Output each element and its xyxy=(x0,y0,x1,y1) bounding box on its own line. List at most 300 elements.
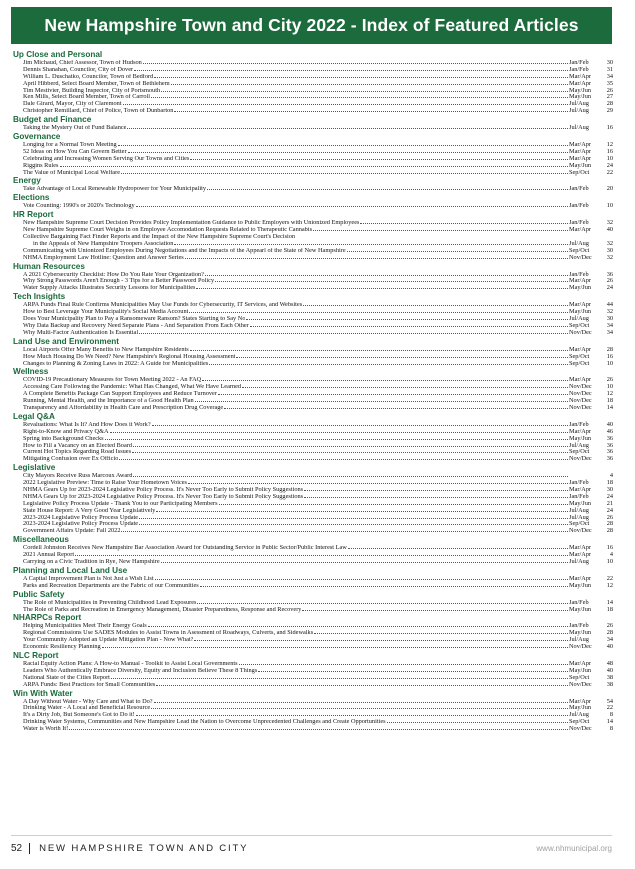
index-entry xyxy=(13,163,613,170)
index-entry xyxy=(13,186,613,193)
dot-leader xyxy=(219,504,568,505)
page-ref: 32 xyxy=(606,239,613,247)
index-entry xyxy=(13,384,613,391)
index-entry xyxy=(13,473,613,480)
index-entry xyxy=(13,248,613,255)
dot-leader xyxy=(154,702,568,703)
issue-label: Nov/Dec xyxy=(569,397,592,405)
issue-label: Jan/Feb xyxy=(569,479,589,487)
index-entry xyxy=(13,630,613,637)
issue-label: Sep/Oct xyxy=(569,359,590,367)
page-ref: 26 xyxy=(606,376,613,384)
issue-label: Mar/Apr xyxy=(569,226,592,234)
article-title: Ken Mills, Select Board Member, Town of Carroll xyxy=(23,94,151,101)
index-entry xyxy=(13,323,613,330)
index-entry xyxy=(13,501,613,508)
issue-label: Mar/Apr xyxy=(569,154,592,162)
index-entry xyxy=(13,675,613,682)
section-heading: Planning and Local Land Use xyxy=(13,565,128,575)
page-ref: 26 xyxy=(606,277,613,285)
dot-leader xyxy=(121,173,568,174)
dot-leader xyxy=(348,548,568,549)
article-title: Celebrating and Increasing Women Serving Our Towns and Cities xyxy=(23,155,190,162)
issue-label: Nov/Dec xyxy=(569,328,592,336)
article-index xyxy=(13,50,613,733)
dot-leader xyxy=(236,357,568,358)
page-ref: 12 xyxy=(606,390,613,398)
issue-label: Jan/Feb xyxy=(569,219,589,227)
dot-leader xyxy=(202,380,568,381)
page-ref: 18 xyxy=(606,479,613,487)
dot-leader xyxy=(161,562,568,563)
index-entry xyxy=(13,361,613,368)
issue-label: May/Jun xyxy=(569,86,592,94)
page-ref: 34 xyxy=(606,636,613,644)
index-entry xyxy=(13,528,613,535)
index-entry xyxy=(13,436,613,443)
article-title: 2022 Legislative Preview: Time to Raise Your Hometown Voices xyxy=(23,480,188,487)
page-ref: 40 xyxy=(606,643,613,651)
page-ref: 4 xyxy=(609,551,613,559)
index-entry xyxy=(13,220,613,227)
page-ref: 24 xyxy=(606,161,613,169)
page-ref: 32 xyxy=(606,308,613,316)
section-heading: Up Close and Personal xyxy=(13,50,103,59)
page-ref: 24 xyxy=(606,284,613,292)
page-ref: 40 xyxy=(606,420,613,428)
article-title: Jim Michaud, Chief Assessor, Town of Hudson xyxy=(23,60,142,66)
section-heading: Human Resources xyxy=(13,261,85,271)
index-entry xyxy=(13,278,613,285)
index-entry xyxy=(13,241,613,248)
article-title: Your Community Adopted an Update Mitigation Plan - Now What? xyxy=(23,637,194,644)
issue-label: Mar/Apr xyxy=(569,485,592,493)
index-entry xyxy=(13,559,613,566)
index-entry xyxy=(13,67,613,74)
issue-label: Mar/Apr xyxy=(569,345,592,353)
article-title: Dennis Shanahan, Councilor, City of Dover xyxy=(23,66,134,73)
dot-leader xyxy=(133,446,568,447)
issue-label: May/Jun xyxy=(569,93,592,101)
page-ref: 16 xyxy=(606,352,613,360)
article-title: Accessing Care Following the Pandemic: What Has Changed, What We Have Learned xyxy=(23,384,242,391)
issue-label: Nov/Dec xyxy=(569,383,592,391)
dot-leader xyxy=(303,305,568,306)
index-entry xyxy=(13,272,613,279)
article-title: State House Report: A Very Good Year Legislatively xyxy=(23,507,156,514)
article-title: Christopher Remillard, Chief of Police, Town of Dunbarton xyxy=(23,108,174,115)
article-title: National State of the Cities Report xyxy=(23,674,110,681)
issue-label: Sep/Oct xyxy=(569,673,590,681)
issue-label: Jan/Feb xyxy=(569,420,589,428)
dot-leader xyxy=(139,518,568,519)
page-ref: 36 xyxy=(606,434,613,442)
page-ref: 54 xyxy=(606,697,613,705)
article-title: A Day Without Water - Why Care and What to Do? xyxy=(23,698,153,705)
dot-leader xyxy=(205,275,568,276)
article-title: Revaluations: What Is It? And How Does it Work? xyxy=(23,421,151,428)
page-ref: 30 xyxy=(606,246,613,254)
page-ref: 22 xyxy=(606,574,613,582)
dot-leader xyxy=(139,333,568,334)
dot-leader xyxy=(60,166,568,167)
page-ref: 38 xyxy=(606,680,613,688)
article-title: NHMA Employment Law Hotline: Question and Answer Series xyxy=(23,254,184,261)
index-entry xyxy=(13,480,613,487)
page-ref: 22 xyxy=(606,704,613,712)
article-title: The Value of Municipal Local Welfare xyxy=(23,169,120,176)
index-entry xyxy=(13,88,613,95)
page-ref: 12 xyxy=(606,141,613,149)
page-ref: 4 xyxy=(609,472,613,480)
page-ref: 28 xyxy=(606,520,613,528)
issue-label: Jul/Aug xyxy=(569,557,589,565)
dot-leader xyxy=(151,97,568,98)
website-link[interactable]: www.nhmunicipal.org xyxy=(536,843,612,853)
page-ref: 14 xyxy=(606,718,613,726)
section-heading: Tech Insights xyxy=(13,292,66,302)
issue-label: Jan/Feb xyxy=(569,492,589,500)
issue-label: Sep/Oct xyxy=(569,448,590,456)
issue-label: Mar/Apr xyxy=(569,660,592,667)
index-entry xyxy=(13,316,613,323)
article-title: Right-to-Know and Privacy Q&A xyxy=(23,428,109,435)
dot-leader xyxy=(189,312,568,313)
dot-leader xyxy=(194,640,568,641)
article-title: Why Multi-Factor Authentication Is Essential xyxy=(23,329,139,336)
article-title: Cordell Johnston Receives New Hampshire Bar Association Award for Outstanding Service in Public Sector/Public Interest Law xyxy=(23,545,347,552)
dot-leader xyxy=(128,152,568,153)
index-entry xyxy=(13,227,613,234)
section-heading: HR Report xyxy=(13,210,54,220)
section-heading: Elections xyxy=(13,193,50,203)
dot-leader xyxy=(174,111,568,112)
article-title: A 2021 Cybersecurity Checklist: How Do You Rate Your Organization? xyxy=(23,271,204,278)
dot-leader xyxy=(190,350,568,351)
dot-leader xyxy=(161,91,568,92)
page-ref: 36 xyxy=(606,441,613,449)
page-ref: 10 xyxy=(606,383,613,391)
article-title: How Much Housing Do We Need? New Hampshire's Regional Housing Assessment xyxy=(23,353,236,360)
article-title: Taking the Mystery Out of Fund Balance xyxy=(23,125,127,132)
section-heading: Wellness xyxy=(13,367,49,377)
issue-label: Jan/Feb xyxy=(569,598,589,606)
issue-label: Nov/Dec xyxy=(569,403,592,411)
page-ref: 28 xyxy=(606,527,613,535)
article-title: Carrying on a Civic Tradition in Rye, New Hampshire xyxy=(23,558,160,565)
page-ref: 31 xyxy=(606,65,613,73)
article-title: Spring into Background Checks xyxy=(23,435,104,442)
index-entry xyxy=(13,285,613,292)
page-ref: 30 xyxy=(606,59,613,66)
index-entry xyxy=(13,583,613,590)
article-title: Drinking Water - A Local and Beneficial Resource xyxy=(23,705,151,712)
article-title: Regional Commissions Use SADES Modules to Assist Towns in Asessment of Roadways, Culverts, and Sidewalks xyxy=(23,630,314,637)
issue-label: Nov/Dec xyxy=(569,643,592,651)
page-ref: 24 xyxy=(606,492,613,500)
dot-leader xyxy=(118,145,568,146)
issue-label: Sep/Oct xyxy=(569,246,590,254)
section-heading: NHARPCs Report xyxy=(13,613,82,623)
index-entry xyxy=(13,429,613,436)
issue-label: Mar/Apr xyxy=(569,697,592,705)
index-entry xyxy=(13,668,613,675)
dot-leader xyxy=(134,70,568,71)
article-title: Water is Worth It! xyxy=(23,726,69,733)
article-title: NHMA Gears Up for 2023-2024 Legislative Policy Process. It's Never Too Early to Submit Policy Suggestions xyxy=(23,486,304,493)
dot-leader xyxy=(132,452,568,453)
issue-label: May/Jun xyxy=(569,704,592,712)
issue-label: Sep/Oct xyxy=(569,168,590,176)
page-ref: 32 xyxy=(606,253,613,261)
issue-label: Jul/Aug xyxy=(569,711,589,719)
page-ref: 38 xyxy=(606,673,613,681)
page-ref: 10 xyxy=(606,557,613,565)
section-heading: Public Safety xyxy=(13,589,65,599)
issue-label: Mar/Apr xyxy=(569,79,592,87)
page-ref: 16 xyxy=(606,544,613,552)
dot-leader xyxy=(197,603,568,604)
article-title: Transparency and Affordability in Health Care and Prescription Drug Coverage xyxy=(23,404,224,411)
issue-label: Sep/Oct xyxy=(569,520,590,528)
page-ref: 16 xyxy=(606,124,613,132)
index-entry xyxy=(13,398,613,405)
dot-leader xyxy=(156,511,568,512)
index-entry xyxy=(13,456,613,463)
index-entry xyxy=(13,515,613,522)
article-title: Running, Mental Health, and the Importance of a Good Health Plan xyxy=(23,398,194,405)
page-ref: 26 xyxy=(606,513,613,521)
issue-label: Jan/Feb xyxy=(569,202,589,210)
index-entry xyxy=(13,405,613,412)
article-title: William L. Duschatko, Councilor, Town of Bedford xyxy=(23,73,154,80)
page-ref: 48 xyxy=(606,660,613,667)
dot-leader xyxy=(127,128,568,129)
page-footer xyxy=(11,839,612,857)
issue-label: May/Jun xyxy=(569,434,592,442)
dot-leader xyxy=(105,439,568,440)
article-title: ARPA Funds: Best Practices for Small Communities xyxy=(23,681,156,688)
article-title: Current Hot Topics Regarding Road Issues xyxy=(23,449,132,456)
dot-leader xyxy=(304,497,568,498)
issue-label: Jul/Aug xyxy=(569,124,589,132)
article-title: 2021 Annual Report xyxy=(23,552,75,559)
issue-label: May/Jun xyxy=(569,161,592,169)
index-entry xyxy=(13,494,613,501)
dot-leader xyxy=(224,408,568,409)
page-ref: 40 xyxy=(606,666,613,674)
section-heading: Land Use and Environment xyxy=(13,336,119,346)
section-heading: NLC Report xyxy=(13,651,59,660)
dot-leader xyxy=(148,626,568,627)
issue-label: Jan/Feb xyxy=(569,185,589,193)
index-entry xyxy=(13,255,613,262)
issue-label: May/Jun xyxy=(569,581,592,589)
dot-leader xyxy=(133,476,568,477)
article-title: 2023-2024 Legislative Policy Process Update xyxy=(23,521,139,528)
page-ref: 22 xyxy=(606,168,613,176)
issue-label: Jan/Feb xyxy=(569,65,589,73)
page-ref: 35 xyxy=(606,79,613,87)
article-title: It's a Dirty Job, But Someone's Got to Do it! xyxy=(23,712,135,719)
issue-label: Nov/Dec xyxy=(569,527,592,535)
page-ref: 34 xyxy=(606,321,613,329)
index-entry xyxy=(13,203,613,210)
index-entry xyxy=(13,309,613,316)
issue-label: Mar/Apr xyxy=(569,301,592,309)
dot-leader xyxy=(111,678,568,679)
index-entry xyxy=(13,81,613,88)
section-heading: Legal Q&A xyxy=(13,411,55,421)
dot-leader xyxy=(246,319,568,320)
section-heading: Win With Water xyxy=(13,688,73,698)
article-title: The Role of Municipalities in Preventing Childhood Lead Exposures xyxy=(23,599,197,606)
title-banner xyxy=(11,7,612,44)
dot-leader xyxy=(195,401,568,402)
page-ref: 28 xyxy=(606,100,613,108)
issue-label: Mar/Apr xyxy=(569,277,592,285)
dot-leader xyxy=(155,579,568,580)
index-entry xyxy=(13,623,613,630)
index-entry xyxy=(13,422,613,429)
dot-leader xyxy=(258,671,568,672)
index-entry xyxy=(13,170,613,177)
index-entry xyxy=(13,552,613,559)
article-title: Why Strong Passwords Aren't Enough - 3 Tips for a Better Password Policy xyxy=(23,278,215,285)
article-title: COVID-19 Precautionary Measures for Town Meeting 2022 - An FAQ xyxy=(23,377,202,384)
issue-label: Nov/Dec xyxy=(569,253,592,261)
article-title: How to Best Leverage Your Municipality's Social Media Account xyxy=(23,309,189,316)
article-title: Helping Municipalities Meet Their Energy Goals xyxy=(23,623,147,630)
index-entry xyxy=(13,142,613,149)
article-title: Riggins Rules xyxy=(23,162,59,169)
index-entry xyxy=(13,125,613,132)
article-title: in the Appeals of New Hampshire Troopers Association xyxy=(33,240,174,247)
section-heading: Miscellaneous xyxy=(13,535,69,545)
article-title: ARPA Funds Final Rule Confirms Municipalities May Use Funds for Cybersecurity, IT Services, and Websites xyxy=(23,302,303,309)
page-title: New Hampshire Town and City 2022 - Index of Featured Articles xyxy=(44,15,579,35)
issue-label: Sep/Oct xyxy=(569,352,590,360)
article-title: How to Fill a Vacancy on an Elected Board xyxy=(23,442,132,449)
index-entry xyxy=(13,354,613,361)
article-title: Drinking Water Systems, Communities and New Hampshire Lead the Nation to Overcome Unprecedented Challenges and Create Opportunities xyxy=(23,719,386,726)
dot-leader xyxy=(314,633,568,634)
issue-label: Nov/Dec xyxy=(569,680,592,688)
index-entry xyxy=(13,545,613,552)
article-title: Mitigating Confusion over Ex Officio xyxy=(23,456,119,463)
article-title: The Role of Parks and Recreation in Emergency Management, Disaster Preparedness, Response and Recovery xyxy=(23,606,302,613)
article-title: 2023-2024 Legislative Policy Process Update xyxy=(23,514,139,521)
issue-label: Mar/Apr xyxy=(569,147,592,155)
index-entry xyxy=(13,600,613,607)
article-title: A Capital Improvement Plan is Not Just a Wish List xyxy=(23,575,154,582)
issue-label: Nov/Dec xyxy=(569,725,592,733)
index-entry xyxy=(13,60,613,67)
page-ref: 24 xyxy=(606,506,613,514)
dot-leader xyxy=(121,531,568,532)
issue-label: Jan/Feb xyxy=(569,622,589,630)
dot-leader xyxy=(151,708,568,709)
article-title: Communicating with Unionized Employees During Negotiations and the Impacts of the Appearl of the State of New Hampshire xyxy=(23,247,346,254)
dot-leader xyxy=(190,159,568,160)
index-entry xyxy=(13,330,613,337)
section-heading: Governance xyxy=(13,132,61,142)
page-number: 52 xyxy=(11,843,30,854)
dot-leader xyxy=(110,432,568,433)
dot-leader xyxy=(185,258,568,259)
dot-leader xyxy=(304,490,568,491)
magazine-name: NEW HAMPSHIRE TOWN AND CITY xyxy=(39,842,249,854)
dot-leader xyxy=(215,281,568,282)
article-title: Water Supply Attacks Illustrates Security Lessons for Municipalities xyxy=(23,285,196,292)
article-title: Longing for a Normal Town Meeting xyxy=(23,142,117,149)
dot-leader xyxy=(387,722,568,723)
dot-leader xyxy=(239,664,568,665)
page-ref: 26 xyxy=(606,622,613,630)
page-ref: 44 xyxy=(606,301,613,309)
issue-label: Jan/Feb xyxy=(569,59,589,66)
index-entry xyxy=(13,487,613,494)
dot-leader xyxy=(188,483,568,484)
page-ref: 36 xyxy=(606,455,613,463)
issue-label: May/Jun xyxy=(569,308,592,316)
index-entry xyxy=(13,576,613,583)
page-ref: 40 xyxy=(606,226,613,234)
issue-label: May/Jun xyxy=(569,629,592,637)
issue-label: Jul/Aug xyxy=(569,636,589,644)
index-entry xyxy=(13,149,613,156)
article-title: Local Airports Offer Many Benefits to New Hampshire Residents xyxy=(23,346,189,353)
index-entry xyxy=(13,74,613,81)
dot-leader xyxy=(347,251,568,252)
page-ref: 46 xyxy=(606,427,613,435)
page-ref: 20 xyxy=(606,185,613,193)
page-ref: 34 xyxy=(606,328,613,336)
issue-label: Mar/Apr xyxy=(569,376,592,384)
article-title: City Mayors Receive Russ Marcoux Award xyxy=(23,473,133,480)
dot-leader xyxy=(242,387,568,388)
page-ref: 21 xyxy=(606,499,613,507)
dot-leader xyxy=(69,729,568,730)
page-ref: 18 xyxy=(606,397,613,405)
issue-label: Jul/Aug xyxy=(569,239,589,247)
page-ref: 29 xyxy=(606,107,613,115)
index-entry xyxy=(13,391,613,398)
issue-label: May/Jun xyxy=(569,605,592,613)
dot-leader xyxy=(136,206,568,207)
dot-leader xyxy=(302,610,568,611)
issue-label: Jul/Aug xyxy=(569,100,589,108)
article-title: New Hampshire Supreme Court Decision Provides Policy Implementation Guidance to Public Employers with Unionized Employees xyxy=(23,220,360,227)
index-entry xyxy=(13,101,613,108)
footer-divider xyxy=(11,835,612,836)
page-ref: 28 xyxy=(606,629,613,637)
issue-label: Mar/Apr xyxy=(569,574,592,582)
issue-label: Jul/Aug xyxy=(569,107,589,115)
issue-label: Sep/Oct xyxy=(569,321,590,329)
article-title: New Hampshire Supreme Court Weighs in on Employee Accomodation Requests Related to Therapeutic Cannabis xyxy=(23,227,313,234)
article-title: Parks and Recreation Departments are the Fabric of our Communities xyxy=(23,582,199,589)
index-entry xyxy=(13,712,613,719)
dot-leader xyxy=(209,364,568,365)
index-entry xyxy=(13,94,613,101)
index-entry xyxy=(13,699,613,706)
index-entry xyxy=(13,449,613,456)
section-heading: Legislative xyxy=(13,463,56,473)
index-entry xyxy=(13,347,613,354)
index-entry xyxy=(13,682,613,689)
issue-label: May/Jun xyxy=(569,284,592,292)
